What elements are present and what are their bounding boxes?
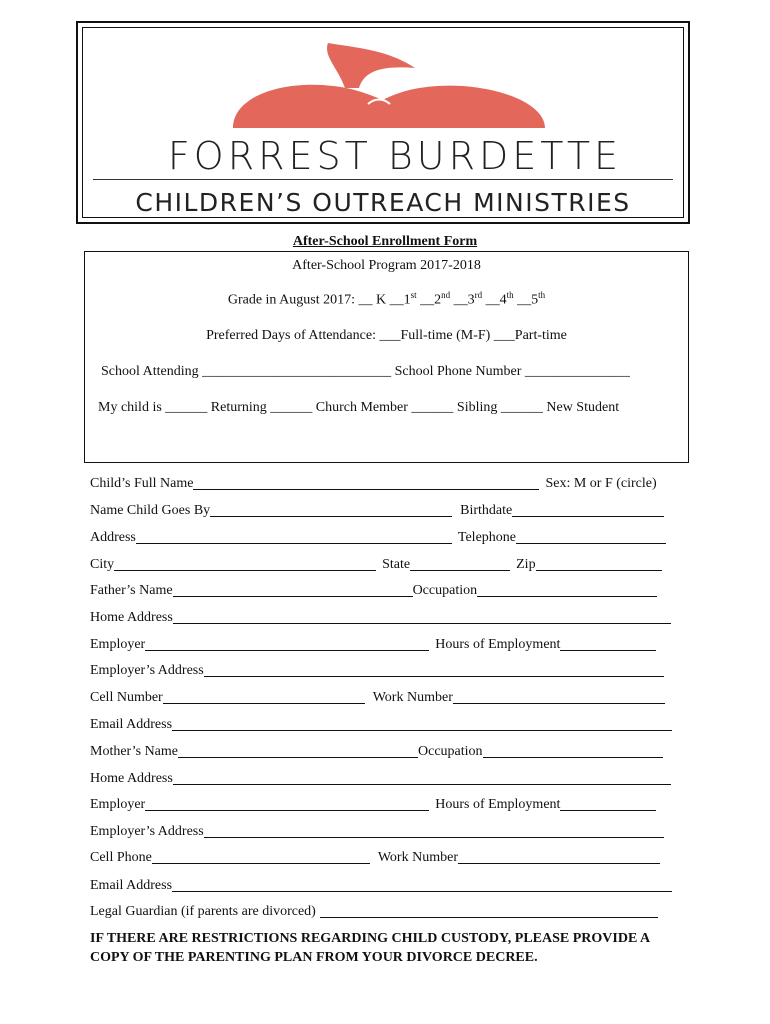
row-father-cell <box>90 688 680 706</box>
goes-by-field[interactable] <box>210 503 452 517</box>
telephone-field[interactable] <box>516 530 666 544</box>
logo-inner-frame <box>82 27 684 218</box>
row-father-name <box>90 581 680 599</box>
mother-work-label: Work Number <box>377 850 458 865</box>
row-father-home <box>90 608 680 626</box>
address-field[interactable] <box>136 530 452 544</box>
mother-work-field[interactable] <box>458 850 660 864</box>
state-label: State <box>382 557 411 572</box>
child-name-label: Child’s Full Name <box>90 476 194 491</box>
mother-hours-field[interactable] <box>560 797 656 811</box>
row-goes-by <box>90 501 680 519</box>
row-mother-cell <box>90 848 680 866</box>
city-label: City <box>90 557 115 572</box>
mother-home-label: Home Address <box>90 771 173 786</box>
row-father-employer-address <box>90 661 680 679</box>
father-email-label: Email Address <box>90 717 173 732</box>
grade-1-sup: st <box>410 290 417 300</box>
mother-email-field[interactable] <box>172 878 672 892</box>
father-name-field[interactable] <box>173 583 413 597</box>
org-name: FORREST BURDETTE <box>167 134 623 178</box>
program-box <box>84 251 689 463</box>
address-label: Address <box>90 530 136 545</box>
grade-3-sup: rd <box>474 290 483 300</box>
row-mother-employer <box>90 795 680 813</box>
birthdate-label: Birthdate <box>460 503 513 518</box>
father-employer-address-field[interactable] <box>204 663 664 677</box>
mother-name-label: Mother’s Name <box>90 744 178 759</box>
father-email-field[interactable] <box>172 717 672 731</box>
father-hours-label: Hours of Employment <box>435 637 561 652</box>
mother-employer-label: Employer <box>90 797 146 812</box>
row-mother-email <box>90 876 680 894</box>
father-occupation-field[interactable] <box>477 583 657 597</box>
mother-occupation-label: Occupation <box>418 744 483 759</box>
father-home-field[interactable] <box>173 610 671 624</box>
mother-employer-field[interactable] <box>145 797 429 811</box>
state-field[interactable] <box>410 557 510 571</box>
guardian-field[interactable] <box>320 904 658 918</box>
row-father-email <box>90 715 680 733</box>
grade-selection[interactable] <box>85 290 688 309</box>
mother-cell-field[interactable] <box>152 850 370 864</box>
father-work-label: Work Number <box>372 690 453 705</box>
goes-by-label: Name Child Goes By <box>90 503 211 518</box>
father-employer-field[interactable] <box>145 637 429 651</box>
father-name-label: Father’s Name <box>90 583 173 598</box>
grade-4: __4 <box>482 292 507 308</box>
grade-5-sup: th <box>538 290 546 300</box>
row-address <box>90 528 680 546</box>
mother-name-field[interactable] <box>178 744 418 758</box>
mother-hours-label: Hours of Employment <box>435 797 561 812</box>
father-home-label: Home Address <box>90 610 173 625</box>
row-mother-name <box>90 742 680 760</box>
father-work-field[interactable] <box>453 690 665 704</box>
org-subtitle: CHILDREN’S OUTREACH MINISTRIES <box>135 188 631 217</box>
grade-3: __3 <box>450 292 475 308</box>
zip-field[interactable] <box>536 557 662 571</box>
telephone-label: Telephone <box>457 530 516 545</box>
grade-5: __5 <box>513 292 539 308</box>
child-status-line[interactable]: My child is ______ Returning ______ Church Member ______ Sibling ______ New Student <box>98 400 620 415</box>
child-name-field[interactable] <box>193 476 539 490</box>
father-hours-field[interactable] <box>560 637 656 651</box>
days-attendance[interactable]: Preferred Days of Attendance: ___Full-time (M-F) ___Part-time <box>206 328 567 343</box>
father-cell-label: Cell Number <box>90 690 163 705</box>
row-city <box>90 555 680 573</box>
program-subtitle: After-School Program 2017-2018 <box>292 258 481 273</box>
row-father-employer <box>90 635 680 653</box>
father-employer-address-label: Employer’s Address <box>90 663 204 678</box>
mother-home-field[interactable] <box>173 771 671 785</box>
logo-header <box>76 21 690 224</box>
birthdate-field[interactable] <box>512 503 664 517</box>
zip-label: Zip <box>516 557 536 572</box>
row-mother-employer-address <box>90 822 680 840</box>
grade-2: __2 <box>416 292 442 308</box>
org-divider <box>93 179 673 180</box>
mother-email-label: Email Address <box>90 878 173 893</box>
custody-warning: IF THERE ARE RESTRICTIONS REGARDING CHILD CUSTODY, PLEASE PROVIDE A COPY OF THE PARENTING PLAN FROM YOUR DIVORCE DECREE. <box>90 931 650 965</box>
city-field[interactable] <box>114 557 376 571</box>
row-child-name <box>90 474 680 492</box>
school-attending-line[interactable]: School Attending ___________________________ School Phone Number _______________ <box>101 364 630 379</box>
mother-employer-address-label: Employer’s Address <box>90 824 204 839</box>
father-occupation-label: Occupation <box>412 583 478 598</box>
grade-2-sup: nd <box>441 290 451 300</box>
row-mother-home <box>90 769 680 787</box>
row-guardian <box>90 902 680 920</box>
mother-cell-label: Cell Phone <box>90 850 152 865</box>
sex-label[interactable]: Sex: M or F (circle) <box>545 476 657 491</box>
grade-4-sup: th <box>506 290 514 300</box>
guardian-label: Legal Guardian (if parents are divorced) <box>90 904 316 919</box>
grade-label: Grade in August 2017: __ K __1 <box>227 292 411 308</box>
father-cell-field[interactable] <box>163 690 365 704</box>
father-employer-label: Employer <box>90 637 146 652</box>
mother-employer-address-field[interactable] <box>204 824 664 838</box>
mother-occupation-field[interactable] <box>483 744 663 758</box>
form-title: After-School Enrollment Form <box>292 234 478 249</box>
